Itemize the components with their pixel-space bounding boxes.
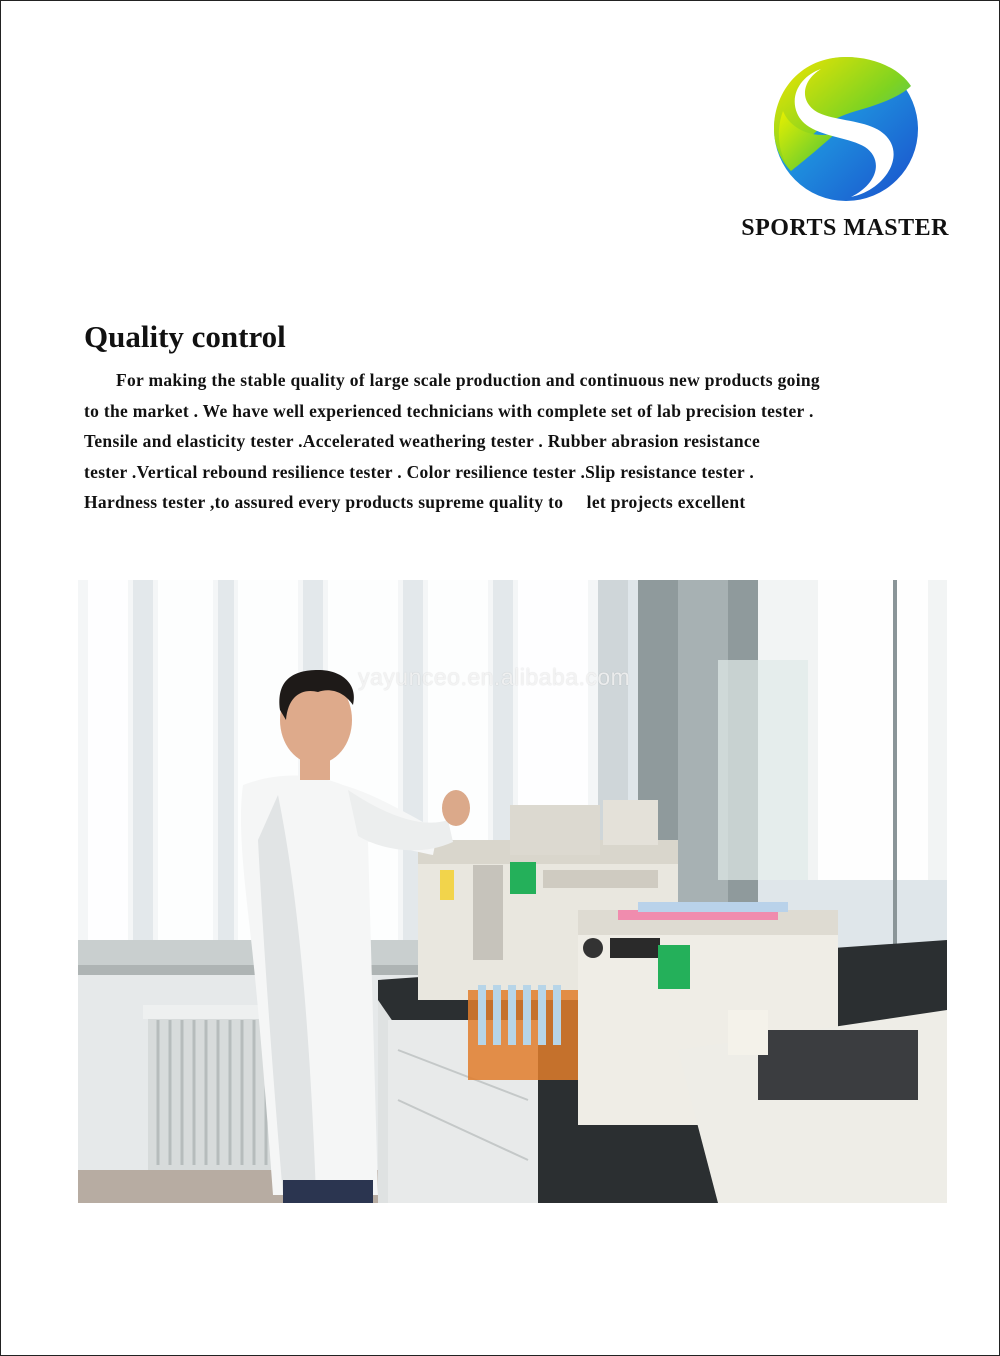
- paragraph-line: tester .Vertical rebound resilience tester . Color resilience tester .Slip resistance tester .: [84, 461, 755, 482]
- paragraph-line: to the market . We have well experienced technicians with complete set of lab precision tester .: [84, 400, 814, 421]
- paragraph-line: Hardness tester ,to assured every products supreme quality to let projects excellent: [84, 492, 746, 512]
- brand-name: SPORTS MASTER: [741, 215, 949, 241]
- quality-paragraph: [84, 365, 964, 518]
- lab-technician-photo: [78, 580, 947, 1203]
- paragraph-line: For making the stable quality of large scale production and continuous new products going: [116, 370, 820, 390]
- sports-master-s-logo-icon: [761, 51, 931, 211]
- photo-watermark: yayunceo.en.alibaba.com: [358, 664, 631, 690]
- paragraph-line: Tensile and elasticity tester .Accelerated weathering tester . Rubber abrasion resistance: [84, 431, 761, 451]
- section-title: Quality control: [84, 319, 286, 354]
